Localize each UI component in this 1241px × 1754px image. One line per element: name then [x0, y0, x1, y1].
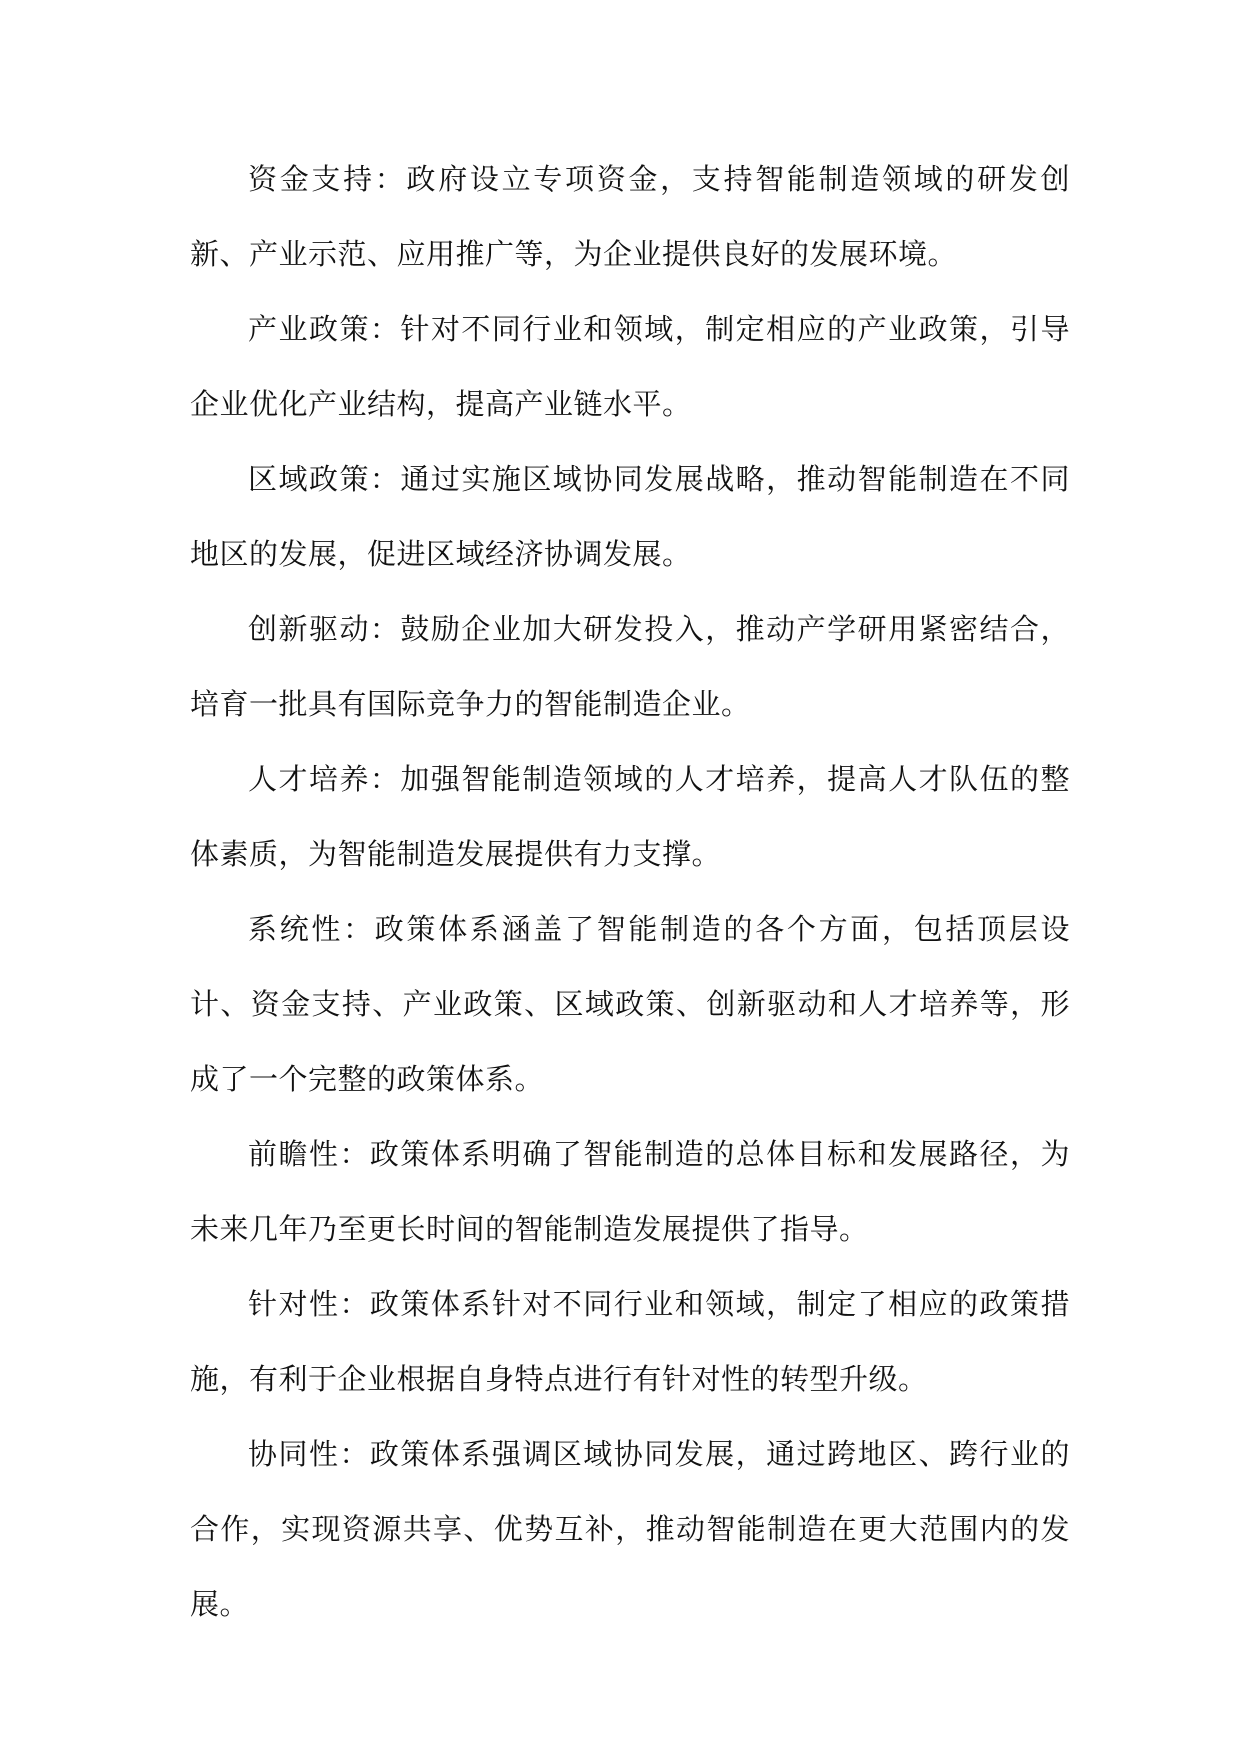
paragraph-industrial-policy: 产业政策：针对不同行业和领域，制定相应的产业政策，引导企业优化产业结构，提高产业链水平。 [190, 312, 1070, 421]
paragraph-collaborative: 协同性：政策体系强调区域协同发展，通过跨地区、跨行业的合作，实现资源共享、优势互补，推动智能制造在更大范围内的发展。 [190, 1437, 1070, 1621]
paragraph-forward-looking: 前瞻性：政策体系明确了智能制造的总体目标和发展路径，为未来几年乃至更长时间的智能制造发展提供了指导。 [190, 1137, 1070, 1246]
paragraph-innovation-driven: 创新驱动：鼓励企业加大研发投入，推动产学研用紧密结合，培育一批具有国际竞争力的智能制造企业。 [190, 612, 1070, 721]
paragraph-systematic: 系统性：政策体系涵盖了智能制造的各个方面，包括顶层设计、资金支持、产业政策、区域政策、创新驱动和人才培养等，形成了一个完整的政策体系。 [190, 912, 1070, 1096]
paragraph-regional-policy: 区域政策：通过实施区域协同发展战略，推动智能制造在不同地区的发展，促进区域经济协调发展。 [190, 462, 1070, 571]
paragraph-talent-cultivation: 人才培养：加强智能制造领域的人才培养，提高人才队伍的整体素质，为智能制造发展提供有力支撑。 [190, 762, 1070, 871]
document-body [190, 142, 1070, 1642]
paragraph-funding-support: 资金支持：政府设立专项资金，支持智能制造领域的研发创新、产业示范、应用推广等，为企业提供良好的发展环境。 [190, 162, 1070, 271]
paragraph-targeted: 针对性：政策体系针对不同行业和领域，制定了相应的政策措施，有利于企业根据自身特点进行有针对性的转型升级。 [190, 1287, 1070, 1396]
